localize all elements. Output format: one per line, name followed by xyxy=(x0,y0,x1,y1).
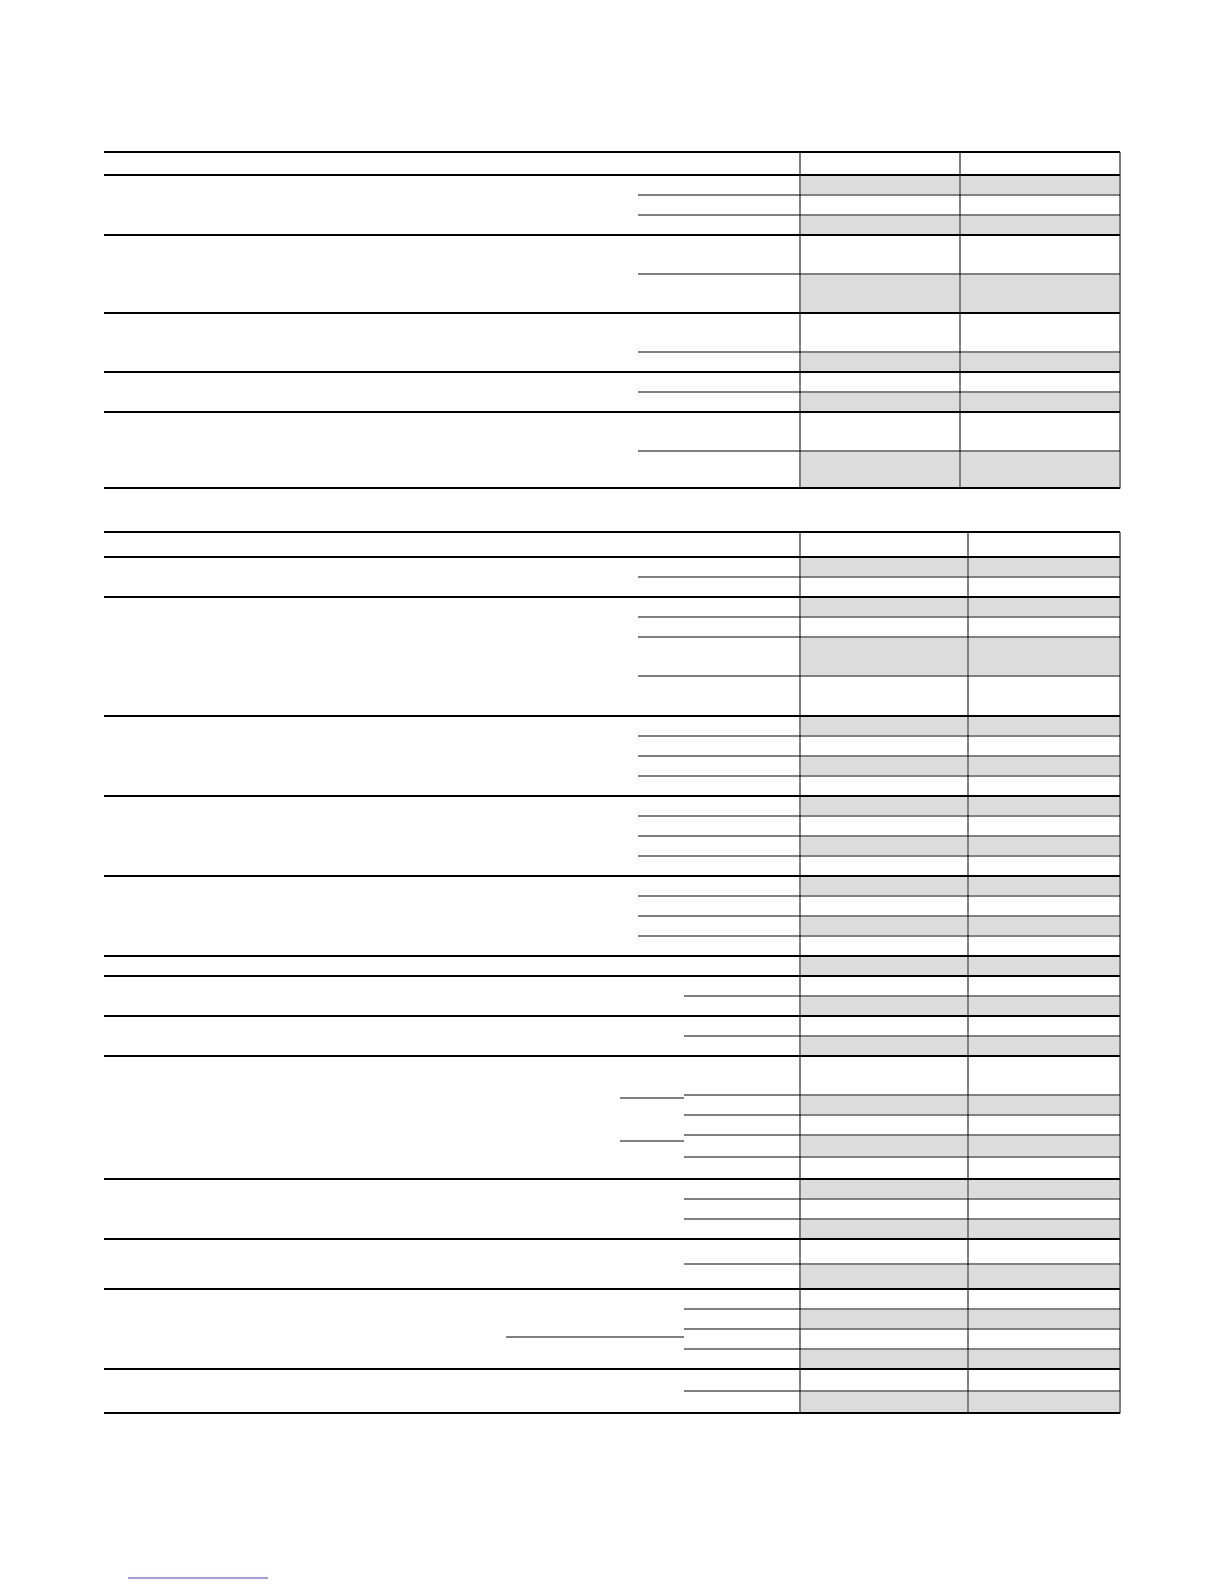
shaded-value-cell[interactable] xyxy=(801,1180,967,1198)
shaded-value-cell[interactable] xyxy=(969,797,1119,815)
value-cell[interactable] xyxy=(968,1199,1120,1219)
shaded-value-cell[interactable] xyxy=(801,393,959,411)
shaded-value-cell[interactable] xyxy=(961,452,1119,487)
value-cell[interactable] xyxy=(800,1199,968,1219)
value-cell[interactable] xyxy=(968,617,1120,637)
value-cell[interactable] xyxy=(968,976,1120,996)
shaded-value-cell[interactable] xyxy=(801,558,967,576)
value-cell[interactable] xyxy=(968,577,1120,597)
value-cell[interactable] xyxy=(800,1289,968,1309)
value-cell[interactable] xyxy=(800,1239,968,1264)
value-cell[interactable] xyxy=(800,1329,968,1349)
value-cell[interactable] xyxy=(960,313,1120,352)
shaded-value-cell[interactable] xyxy=(801,176,959,194)
value-cell[interactable] xyxy=(800,676,968,716)
shaded-value-cell[interactable] xyxy=(801,353,959,371)
shaded-value-cell[interactable] xyxy=(961,176,1119,194)
shaded-value-cell[interactable] xyxy=(801,216,959,234)
value-cell[interactable] xyxy=(800,1056,968,1095)
value-cell[interactable] xyxy=(960,412,1120,451)
value-cell[interactable] xyxy=(968,736,1120,756)
shaded-value-cell[interactable] xyxy=(969,1136,1119,1156)
shaded-value-cell[interactable] xyxy=(969,1350,1119,1368)
value-cell[interactable] xyxy=(800,1115,968,1135)
shaded-value-cell[interactable] xyxy=(801,957,967,975)
shaded-value-cell[interactable] xyxy=(969,837,1119,855)
shaded-value-cell[interactable] xyxy=(969,997,1119,1015)
shaded-value-cell[interactable] xyxy=(969,917,1119,935)
value-cell[interactable] xyxy=(800,617,968,637)
value-cell[interactable] xyxy=(968,1157,1120,1179)
value-cell[interactable] xyxy=(968,1016,1120,1036)
shaded-value-cell[interactable] xyxy=(801,1265,967,1288)
value-cell[interactable] xyxy=(968,1369,1120,1391)
shaded-value-cell[interactable] xyxy=(801,1037,967,1055)
shaded-value-cell[interactable] xyxy=(969,598,1119,616)
value-cell[interactable] xyxy=(968,856,1120,876)
shaded-value-cell[interactable] xyxy=(969,638,1119,675)
shaded-value-cell[interactable] xyxy=(969,1220,1119,1238)
shaded-value-cell[interactable] xyxy=(801,1220,967,1238)
shaded-value-cell[interactable] xyxy=(969,1180,1119,1198)
shaded-value-cell[interactable] xyxy=(801,638,967,675)
value-cell[interactable] xyxy=(800,1369,968,1391)
form-table-2 xyxy=(104,532,1120,1413)
value-cell[interactable] xyxy=(800,235,960,274)
value-cell[interactable] xyxy=(800,856,968,876)
shaded-value-cell[interactable] xyxy=(801,275,959,312)
shaded-value-cell[interactable] xyxy=(961,275,1119,312)
shaded-value-cell[interactable] xyxy=(969,558,1119,576)
shaded-value-cell[interactable] xyxy=(801,452,959,487)
value-cell[interactable] xyxy=(800,936,968,956)
shaded-value-cell[interactable] xyxy=(801,1350,967,1368)
shaded-value-cell[interactable] xyxy=(801,757,967,775)
value-cell[interactable] xyxy=(968,816,1120,836)
shaded-value-cell[interactable] xyxy=(801,717,967,735)
shaded-value-cell[interactable] xyxy=(801,797,967,815)
shaded-value-cell[interactable] xyxy=(969,1096,1119,1114)
value-cell[interactable] xyxy=(800,776,968,796)
shaded-value-cell[interactable] xyxy=(801,1096,967,1114)
value-cell[interactable] xyxy=(968,1289,1120,1309)
value-cell[interactable] xyxy=(800,195,960,215)
shaded-value-cell[interactable] xyxy=(961,393,1119,411)
shaded-value-cell[interactable] xyxy=(801,598,967,616)
value-cell[interactable] xyxy=(968,1115,1120,1135)
shaded-value-cell[interactable] xyxy=(801,997,967,1015)
value-cell[interactable] xyxy=(800,736,968,756)
value-cell[interactable] xyxy=(960,195,1120,215)
value-cell[interactable] xyxy=(800,577,968,597)
shaded-value-cell[interactable] xyxy=(969,1392,1119,1412)
shaded-value-cell[interactable] xyxy=(801,1392,967,1412)
value-cell[interactable] xyxy=(968,1239,1120,1264)
value-cell[interactable] xyxy=(968,1056,1120,1095)
form-table-1 xyxy=(104,152,1120,488)
shaded-value-cell[interactable] xyxy=(961,216,1119,234)
shaded-value-cell[interactable] xyxy=(969,1310,1119,1328)
shaded-value-cell[interactable] xyxy=(801,917,967,935)
shaded-value-cell[interactable] xyxy=(969,1265,1119,1288)
value-cell[interactable] xyxy=(968,896,1120,916)
value-cell[interactable] xyxy=(800,976,968,996)
value-cell[interactable] xyxy=(968,936,1120,956)
value-cell[interactable] xyxy=(968,776,1120,796)
shaded-value-cell[interactable] xyxy=(801,1310,967,1328)
shaded-value-cell[interactable] xyxy=(801,1136,967,1156)
value-cell[interactable] xyxy=(800,372,960,392)
shaded-value-cell[interactable] xyxy=(801,837,967,855)
value-cell[interactable] xyxy=(800,816,968,836)
value-cell[interactable] xyxy=(800,313,960,352)
shaded-value-cell[interactable] xyxy=(969,757,1119,775)
shaded-value-cell[interactable] xyxy=(969,957,1119,975)
value-cell[interactable] xyxy=(960,235,1120,274)
shaded-value-cell[interactable] xyxy=(961,353,1119,371)
value-cell[interactable] xyxy=(968,676,1120,716)
value-cell[interactable] xyxy=(800,896,968,916)
shaded-value-cell[interactable] xyxy=(969,877,1119,895)
value-cell[interactable] xyxy=(800,412,960,451)
shaded-value-cell[interactable] xyxy=(969,717,1119,735)
value-cell[interactable] xyxy=(800,1016,968,1036)
value-cell[interactable] xyxy=(800,1157,968,1179)
value-cell[interactable] xyxy=(968,1329,1120,1349)
shaded-value-cell[interactable] xyxy=(801,877,967,895)
shaded-value-cell[interactable] xyxy=(969,1037,1119,1055)
value-cell[interactable] xyxy=(960,372,1120,392)
